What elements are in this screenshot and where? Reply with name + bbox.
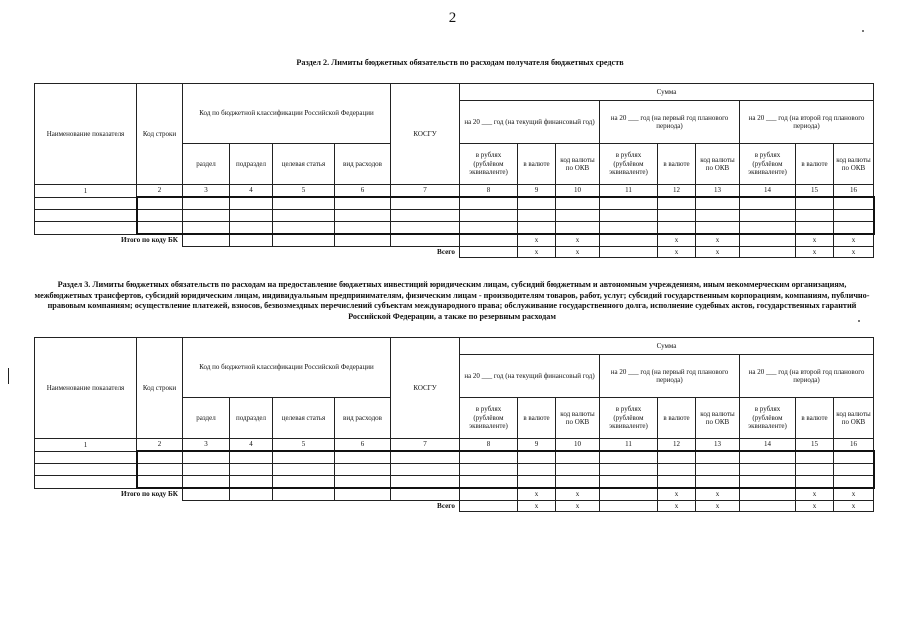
column-number: 16 xyxy=(834,185,874,198)
total-cell[interactable] xyxy=(460,246,518,258)
header-code: Код строки xyxy=(137,84,183,185)
data-cell[interactable] xyxy=(796,197,834,210)
data-cell[interactable] xyxy=(556,197,600,210)
header-sum-col: код валюты по ОКВ xyxy=(696,144,740,185)
column-number: 6 xyxy=(335,439,391,452)
total-cell[interactable] xyxy=(391,234,460,246)
x-mark: x xyxy=(518,246,556,258)
x-mark: x xyxy=(696,234,740,246)
row-name-cell xyxy=(35,464,137,476)
data-cell[interactable] xyxy=(834,197,874,210)
row-name-cell xyxy=(35,222,137,235)
data-cell[interactable] xyxy=(658,210,696,222)
data-cell[interactable] xyxy=(600,464,658,476)
data-cell[interactable] xyxy=(658,197,696,210)
data-cell[interactable] xyxy=(556,210,600,222)
total-cell[interactable] xyxy=(460,234,518,246)
data-cell[interactable] xyxy=(696,451,740,464)
data-cell[interactable] xyxy=(335,451,391,464)
data-cell[interactable] xyxy=(740,464,796,476)
x-mark: x xyxy=(796,500,834,512)
data-cell[interactable] xyxy=(183,464,230,476)
total-cell[interactable] xyxy=(273,234,335,246)
x-mark: x xyxy=(518,500,556,512)
column-number: 10 xyxy=(556,185,600,198)
x-mark: x xyxy=(834,234,874,246)
total-cell[interactable] xyxy=(273,488,335,500)
column-number: 6 xyxy=(335,185,391,198)
header-sum-col: в рублях (рублёвом эквиваленте) xyxy=(740,144,796,185)
x-mark: x xyxy=(518,234,556,246)
data-cell[interactable] xyxy=(556,464,600,476)
x-mark: x xyxy=(696,488,740,500)
data-cell[interactable] xyxy=(460,464,518,476)
data-cell[interactable] xyxy=(460,476,518,489)
data-cell[interactable] xyxy=(230,464,273,476)
data-cell[interactable] xyxy=(183,210,230,222)
data-cell[interactable] xyxy=(740,197,796,210)
x-mark: x xyxy=(658,234,696,246)
data-cell[interactable] xyxy=(796,464,834,476)
data-cell[interactable] xyxy=(230,451,273,464)
data-cell[interactable] xyxy=(391,464,460,476)
header-bk: Код по бюджетной классификации Российской Федерации xyxy=(183,338,391,398)
header-sum-col: код валюты по ОКВ xyxy=(696,398,740,439)
data-cell[interactable] xyxy=(796,222,834,235)
data-cell[interactable] xyxy=(273,222,335,235)
header-sum-col: код валюты по ОКВ xyxy=(834,144,874,185)
x-mark: x xyxy=(556,488,600,500)
header-period: на 20 ___ год (на первый год планового периода) xyxy=(600,101,740,144)
total-cell[interactable] xyxy=(230,488,273,500)
data-cell[interactable] xyxy=(137,197,183,210)
data-cell[interactable] xyxy=(137,451,183,464)
header-period: на 20 ___ год (на первый год планового периода) xyxy=(600,355,740,398)
data-cell[interactable] xyxy=(391,222,460,235)
data-cell[interactable] xyxy=(696,222,740,235)
data-cell[interactable] xyxy=(137,222,183,235)
data-cell[interactable] xyxy=(137,210,183,222)
header-sum-col: в рублях (рублёвом эквиваленте) xyxy=(600,398,658,439)
data-cell[interactable] xyxy=(137,476,183,489)
header-sum-col: в валюте xyxy=(658,144,696,185)
data-cell[interactable] xyxy=(230,476,273,489)
total-cell[interactable] xyxy=(183,488,230,500)
header-kosgu: КОСГУ xyxy=(391,84,460,185)
total-cell[interactable] xyxy=(600,234,658,246)
total-cell[interactable] xyxy=(391,488,460,500)
header-period: на 20 ___ год (на текущий финансовый год) xyxy=(460,355,600,398)
total-cell[interactable] xyxy=(740,500,796,512)
data-cell[interactable] xyxy=(696,464,740,476)
column-number: 11 xyxy=(600,185,658,198)
header-sum: Сумма xyxy=(460,338,874,355)
data-cell[interactable] xyxy=(600,451,658,464)
column-number: 9 xyxy=(518,439,556,452)
data-cell[interactable] xyxy=(740,210,796,222)
column-number: 8 xyxy=(460,439,518,452)
data-cell[interactable] xyxy=(658,222,696,235)
data-cell[interactable] xyxy=(658,464,696,476)
x-mark: x xyxy=(658,246,696,258)
data-cell[interactable] xyxy=(834,464,874,476)
column-number: 13 xyxy=(696,185,740,198)
scan-speck xyxy=(858,320,860,322)
column-number: 13 xyxy=(696,439,740,452)
data-cell[interactable] xyxy=(273,197,335,210)
header-sum: Сумма xyxy=(460,84,874,101)
column-number: 14 xyxy=(740,439,796,452)
header-bk-col: подраздел xyxy=(230,144,273,185)
column-number: 3 xyxy=(183,439,230,452)
data-cell[interactable] xyxy=(335,210,391,222)
total-bk-label: Итого по коду БК xyxy=(120,236,178,245)
data-cell[interactable] xyxy=(518,197,556,210)
total-cell[interactable] xyxy=(600,246,658,258)
header-sum-col: код валюты по ОКВ xyxy=(556,398,600,439)
column-number: 9 xyxy=(518,185,556,198)
header-sum-col: в рублях (рублёвом эквиваленте) xyxy=(460,398,518,439)
data-cell[interactable] xyxy=(556,476,600,489)
column-number: 11 xyxy=(600,439,658,452)
scan-speck xyxy=(862,30,864,32)
header-period: на 20 ___ год (на второй год планового периода) xyxy=(740,355,874,398)
header-sum-col: код валюты по ОКВ xyxy=(834,398,874,439)
column-number: 5 xyxy=(273,439,335,452)
header-period: на 20 ___ год (на текущий финансовый год) xyxy=(460,101,600,144)
data-cell[interactable] xyxy=(740,222,796,235)
column-number: 15 xyxy=(796,439,834,452)
x-mark: x xyxy=(834,488,874,500)
header-sum-col: в рублях (рублёвом эквиваленте) xyxy=(740,398,796,439)
x-mark: x xyxy=(696,500,740,512)
data-cell[interactable] xyxy=(834,222,874,235)
data-cell[interactable] xyxy=(273,476,335,489)
section-2-title: Раздел 2. Лимиты бюджетных обязательств по расходам получателя бюджетных средств xyxy=(296,58,624,67)
total-bk-label: Итого по коду БК xyxy=(120,490,178,499)
column-number: 12 xyxy=(658,185,696,198)
x-mark: x xyxy=(556,234,600,246)
data-cell[interactable] xyxy=(460,197,518,210)
margin-mark xyxy=(8,368,9,384)
header-kosgu: КОСГУ xyxy=(391,338,460,439)
data-cell[interactable] xyxy=(518,451,556,464)
header-code: Код строки xyxy=(137,338,183,439)
x-mark: x xyxy=(518,488,556,500)
data-cell[interactable] xyxy=(273,464,335,476)
x-mark: x xyxy=(556,500,600,512)
x-mark: x xyxy=(556,246,600,258)
x-mark: x xyxy=(658,488,696,500)
data-cell[interactable] xyxy=(230,210,273,222)
column-number: 2 xyxy=(137,185,183,198)
column-number: 3 xyxy=(183,185,230,198)
data-cell[interactable] xyxy=(796,476,834,489)
data-cell[interactable] xyxy=(335,197,391,210)
header-sum-col: код валюты по ОКВ xyxy=(556,144,600,185)
header-sum-col: в валюте xyxy=(796,398,834,439)
data-cell[interactable] xyxy=(696,210,740,222)
header-bk-col: раздел xyxy=(183,398,230,439)
total-cell[interactable] xyxy=(740,246,796,258)
column-number: 8 xyxy=(460,185,518,198)
data-cell[interactable] xyxy=(137,464,183,476)
total-cell[interactable] xyxy=(600,488,658,500)
data-cell[interactable] xyxy=(518,222,556,235)
data-cell[interactable] xyxy=(796,210,834,222)
total-cell[interactable] xyxy=(740,488,796,500)
header-bk-col: раздел xyxy=(183,144,230,185)
data-cell[interactable] xyxy=(658,476,696,489)
column-number: 5 xyxy=(273,185,335,198)
header-bk: Код по бюджетной классификации Российской Федерации xyxy=(183,84,391,144)
data-cell[interactable] xyxy=(518,476,556,489)
header-sum-col: в рублях (рублёвом эквиваленте) xyxy=(600,144,658,185)
data-cell[interactable] xyxy=(230,222,273,235)
data-cell[interactable] xyxy=(556,451,600,464)
row-name-cell xyxy=(35,197,137,210)
data-cell[interactable] xyxy=(230,197,273,210)
data-cell[interactable] xyxy=(600,476,658,489)
data-cell[interactable] xyxy=(460,210,518,222)
data-cell[interactable] xyxy=(460,451,518,464)
total-cell[interactable] xyxy=(600,500,658,512)
data-cell[interactable] xyxy=(335,476,391,489)
row-name-cell xyxy=(35,451,137,464)
header-bk-col: целевая статья xyxy=(273,144,335,185)
page-number: 2 xyxy=(448,10,457,26)
header-sum-col: в валюте xyxy=(518,144,556,185)
data-cell[interactable] xyxy=(696,476,740,489)
header-sum-col: в валюте xyxy=(518,398,556,439)
header-bk-col: целевая статья xyxy=(273,398,335,439)
data-cell[interactable] xyxy=(740,476,796,489)
data-cell[interactable] xyxy=(183,222,230,235)
total-label: Всего xyxy=(437,247,455,256)
header-name: Наименование показателя xyxy=(35,84,137,185)
data-cell[interactable] xyxy=(518,210,556,222)
data-cell[interactable] xyxy=(391,210,460,222)
data-cell[interactable] xyxy=(600,210,658,222)
data-cell[interactable] xyxy=(335,464,391,476)
section-3-table xyxy=(34,337,875,512)
data-cell[interactable] xyxy=(391,451,460,464)
column-number: 16 xyxy=(834,439,874,452)
x-mark: x xyxy=(796,246,834,258)
section-3-title: Раздел 3. Лимиты бюджетных обязательств по расходам на предоставление бюджетных инвестиций юридическим лицам, субсидий бюджетным и автономным учреждениям, иным некоммерческим организациям, межбюджетных трансфертов, субсидий юридическим лицам, индивидуальным предпринимателям, физическим лицам - производителям товаров, работ, услуг; субсидий государственным корпорациям, компаниям, публично-правовым компаниям; осуществление платежей, взносов, безвозмездных перечислений субъектам международного права; обслуживание государственного долга, исполнение судебных актов, государственных гарантий Российской Федерации, а также по резервным расходам xyxy=(34,280,870,321)
column-number: 14 xyxy=(740,185,796,198)
total-cell[interactable] xyxy=(460,488,518,500)
total-cell[interactable] xyxy=(740,234,796,246)
x-mark: x xyxy=(658,500,696,512)
column-number: 4 xyxy=(230,439,273,452)
data-cell[interactable] xyxy=(556,222,600,235)
header-sum-col: в рублях (рублёвом эквиваленте) xyxy=(460,144,518,185)
column-number: 15 xyxy=(796,185,834,198)
data-cell[interactable] xyxy=(796,451,834,464)
data-cell[interactable] xyxy=(460,222,518,235)
column-number: 1 xyxy=(35,439,137,452)
header-period: на 20 ___ год (на второй год планового периода) xyxy=(740,101,874,144)
data-cell[interactable] xyxy=(183,476,230,489)
header-sum-col: в валюте xyxy=(658,398,696,439)
x-mark: x xyxy=(796,488,834,500)
data-cell[interactable] xyxy=(600,197,658,210)
header-bk-col: подраздел xyxy=(230,398,273,439)
total-cell[interactable] xyxy=(230,234,273,246)
data-cell[interactable] xyxy=(834,451,874,464)
total-label: Всего xyxy=(437,501,455,510)
data-cell[interactable] xyxy=(273,451,335,464)
column-number: 2 xyxy=(137,439,183,452)
x-mark: x xyxy=(796,234,834,246)
data-cell[interactable] xyxy=(600,222,658,235)
data-cell[interactable] xyxy=(183,197,230,210)
data-cell[interactable] xyxy=(273,210,335,222)
total-cell[interactable] xyxy=(335,488,391,500)
data-cell[interactable] xyxy=(696,197,740,210)
header-bk-col: вид расходов xyxy=(335,144,391,185)
total-cell[interactable] xyxy=(335,234,391,246)
total-cell[interactable] xyxy=(183,234,230,246)
row-name-cell xyxy=(35,476,137,489)
header-bk-col: вид расходов xyxy=(335,398,391,439)
column-number: 7 xyxy=(391,439,460,452)
header-sum-col: в валюте xyxy=(796,144,834,185)
data-cell[interactable] xyxy=(335,222,391,235)
column-number: 1 xyxy=(35,185,137,198)
column-number: 12 xyxy=(658,439,696,452)
data-cell[interactable] xyxy=(183,451,230,464)
total-cell[interactable] xyxy=(460,500,518,512)
column-number: 7 xyxy=(391,185,460,198)
x-mark: x xyxy=(696,246,740,258)
column-number: 4 xyxy=(230,185,273,198)
data-cell[interactable] xyxy=(740,451,796,464)
column-number: 10 xyxy=(556,439,600,452)
section-2-table xyxy=(34,83,875,258)
row-name-cell xyxy=(35,210,137,222)
x-mark: x xyxy=(834,500,874,512)
x-mark: x xyxy=(834,246,874,258)
data-cell[interactable] xyxy=(658,451,696,464)
data-cell[interactable] xyxy=(834,476,874,489)
data-cell[interactable] xyxy=(391,476,460,489)
data-cell[interactable] xyxy=(518,464,556,476)
data-cell[interactable] xyxy=(834,210,874,222)
data-cell[interactable] xyxy=(391,197,460,210)
header-name: Наименование показателя xyxy=(35,338,137,439)
